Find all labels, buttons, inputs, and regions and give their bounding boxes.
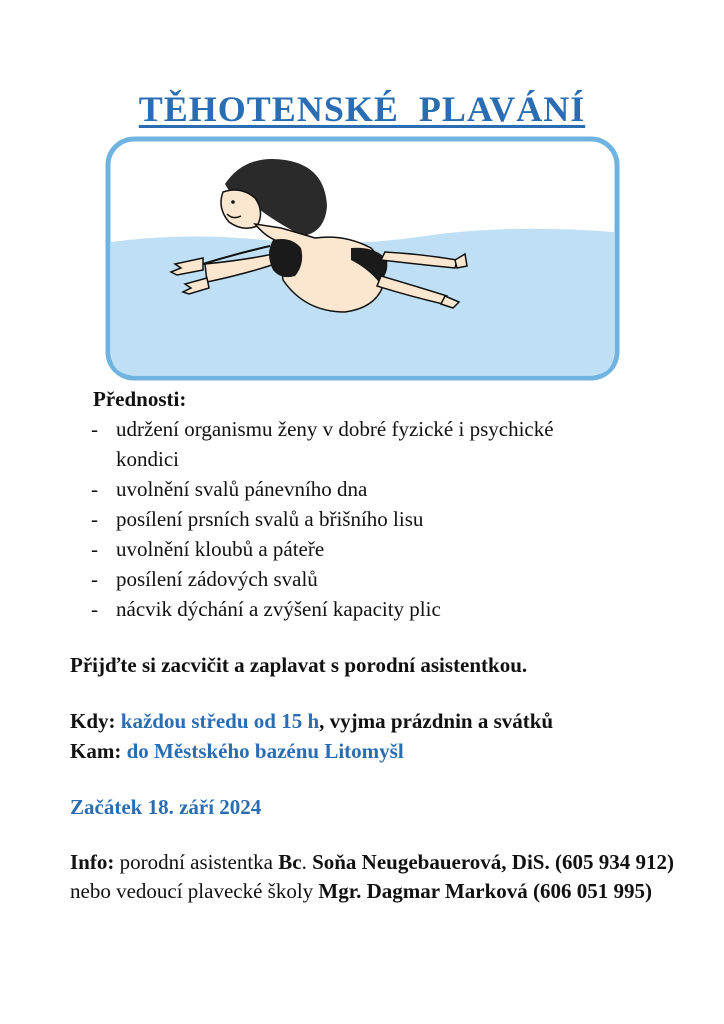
benefits-heading: Přednosti:	[93, 387, 187, 411]
info-text-2: nebo vedoucí plavecké školy	[70, 879, 319, 903]
schedule-when	[70, 706, 690, 736]
contact-name-2: Mgr. Dagmar Marková (606 051 995)	[318, 879, 653, 903]
content-area	[70, 384, 690, 906]
page-title: TĚHOTENSKÉ PLAVÁNÍ	[138, 89, 586, 129]
benefit-item	[91, 564, 690, 594]
benefit-item	[91, 504, 690, 534]
benefit-item	[91, 414, 690, 474]
benefits-list	[70, 414, 690, 624]
benefit-item	[91, 474, 690, 504]
where-label: Kam:	[70, 739, 122, 763]
schedule-where	[70, 736, 690, 766]
info-label: Info:	[70, 850, 115, 874]
benefit-item-text: nácvik dýchání a zvýšení kapacity plic	[116, 597, 441, 621]
benefit-item-text: posílení prsních svalů a břišního lisu	[116, 507, 424, 531]
pregnant-swimmer-illustration	[105, 136, 620, 381]
when-label: Kdy:	[70, 709, 116, 733]
benefit-item-text-continued: kondici	[116, 447, 179, 471]
contact-phone-1: (605 934 912)	[554, 850, 674, 874]
where-value: do Městského bazénu Litomyšl	[126, 739, 404, 763]
contact-name-1: Soňa Neugebauerová, DiS.	[312, 850, 550, 874]
info-text-1: porodní asistentka	[114, 850, 279, 874]
benefit-item-text: udržení organismu ženy v dobré fyzické i psychické	[116, 417, 554, 441]
benefit-item-text: uvolnění kloubů a páteře	[116, 537, 325, 561]
start-date: Začátek 18. září 2024	[70, 795, 262, 819]
contact-name-dot: .	[301, 850, 313, 874]
when-suffix: , vyjma prázdnin a svátků	[319, 709, 554, 733]
benefit-item-text: posílení zádových svalů	[116, 567, 318, 591]
benefit-item	[91, 594, 690, 624]
contact-info	[70, 848, 690, 906]
benefit-item	[91, 534, 690, 564]
benefit-item-text: uvolnění svalů pánevního dna	[116, 477, 368, 501]
contact-name-prefix: Bc	[278, 850, 302, 874]
when-value: každou středu od 15 h	[120, 709, 320, 733]
invitation-text: Přijďte si zacvičit a zaplavat s porodní asistentkou.	[70, 653, 528, 677]
